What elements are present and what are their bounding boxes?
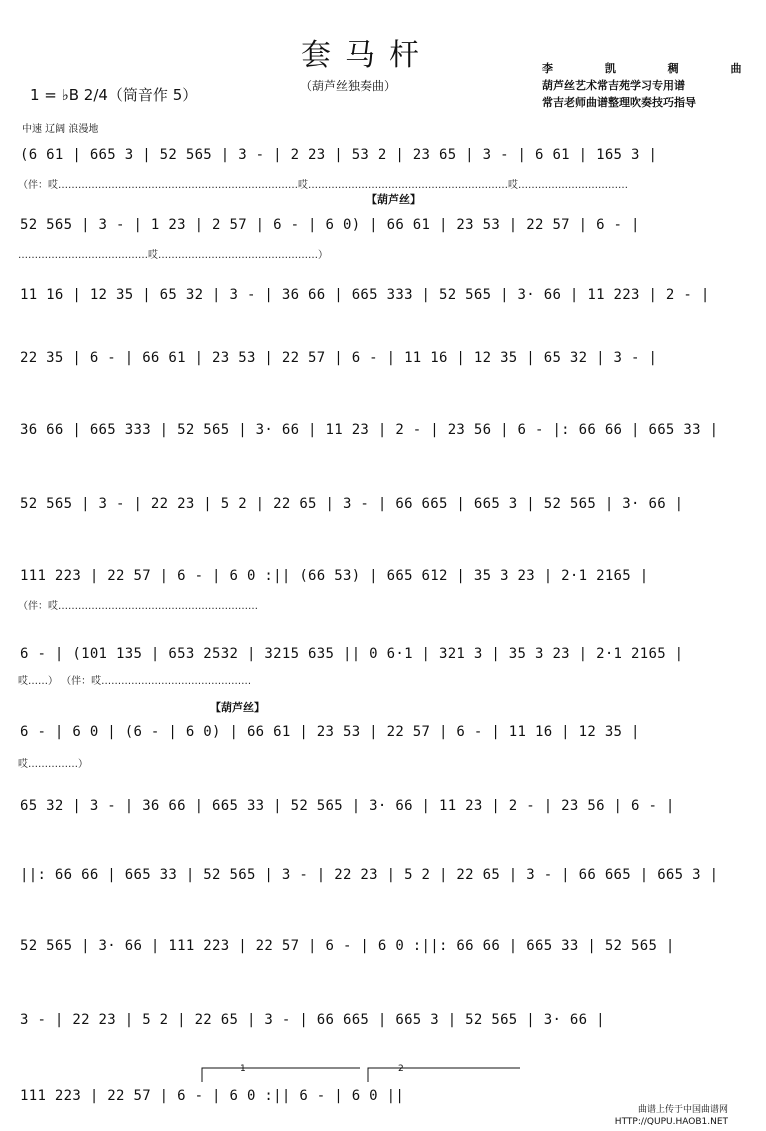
staff-line-11: ||: 66 66 | 665 33 | 52 565 | 3 - | 22 23 | 5 2 | 22 65 | 3 - | 66 665 | 665 3 | xyxy=(20,867,719,883)
composer-credit: 李 凯 稠 曲 xyxy=(542,62,766,75)
score-title: 套马杆 xyxy=(301,38,433,73)
arranger-credit-2: 常吉老师曲谱整理吹奏技巧指导 xyxy=(542,96,696,109)
site-watermark xyxy=(615,1104,728,1128)
staff-line-14: 111 223 | 22 57 | 6 - | 6 0 :|| 6 - | 6 0 || xyxy=(20,1088,405,1104)
key-signature: 1 = ♭B 2/4（筒音作 5） xyxy=(30,86,198,104)
tempo-marking: 中速 辽阔 浪漫地 xyxy=(22,124,99,135)
section-label-hulusi-1: 【葫芦丝】 xyxy=(366,193,421,206)
watermark-line-2: HTTP://QUPU.HAOB1.NET xyxy=(614,1117,728,1127)
staff-line-12: 52 565 | 3· 66 | 111 223 | 22 57 | 6 - | 6 0 :||: 66 66 | 665 33 | 52 565 | xyxy=(20,938,675,954)
lyric-line-1: （伴：哎………………………………………………………………哎……………………………………………………哎…………………………… xyxy=(18,180,628,191)
section-label-hulusi-2: 【葫芦丝】 xyxy=(210,701,265,714)
lyric-line-7: （伴：哎…………………………………………………… xyxy=(18,601,258,612)
volta-label-2: 2 xyxy=(398,1064,404,1074)
staff-line-3: 11 16 | 12 35 | 65 32 | 3 - | 36 66 | 665 333 | 52 565 | 3· 66 | 11 223 | 2 - | xyxy=(20,287,710,303)
staff-line-10: 65 32 | 3 - | 36 66 | 665 33 | 52 565 | 3· 66 | 11 23 | 2 - | 23 56 | 6 - | xyxy=(20,798,675,814)
watermark-line-1: 曲谱上传于中国曲谱网 xyxy=(637,1105,728,1115)
staff-line-4: 22 35 | 6 - | 66 61 | 23 53 | 22 57 | 6 - | 11 16 | 12 35 | 65 32 | 3 - | xyxy=(20,350,658,366)
volta-label-1: 1 xyxy=(240,1064,246,1074)
staff-line-6: 52 565 | 3 - | 22 23 | 5 2 | 22 65 | 3 - | 66 665 | 665 3 | 52 565 | 3· 66 | xyxy=(20,496,684,512)
staff-line-8: 6 - | (101 135 | 653 2532 | 3215 635 || 0 6·1 | 321 3 | 35 3 23 | 2·1 2165 | xyxy=(20,646,684,662)
arranger-credit-1: 葫芦丝艺术常吉苑学习专用谱 xyxy=(542,79,685,92)
lyric-line-8: 哎……） （伴：哎……………………………………… xyxy=(18,676,252,687)
score-subtitle: （葫芦丝独奏曲） xyxy=(300,79,397,93)
staff-line-1: (6 61 | 665 3 | 52 565 | 3 - | 2 23 | 53 2 | 23 65 | 3 - | 6 61 | 165 3 | xyxy=(20,147,658,163)
staff-line-2: 52 565 | 3 - | 1 23 | 2 57 | 6 - | 6 0) | 66 61 | 23 53 | 22 57 | 6 - | xyxy=(20,217,640,233)
lyric-line-2: …………………………………哎…………………………………………） xyxy=(18,250,328,261)
staff-line-5: 36 66 | 665 333 | 52 565 | 3· 66 | 11 23 | 2 - | 23 56 | 6 - |: 66 66 | 665 33 | xyxy=(20,422,719,438)
volta-brackets xyxy=(200,1064,530,1084)
staff-line-13: 3 - | 22 23 | 5 2 | 22 65 | 3 - | 66 665 | 665 3 | 52 565 | 3· 66 | xyxy=(20,1012,605,1028)
staff-line-9: 6 - | 6 0 | (6 - | 6 0) | 66 61 | 23 53 | 22 57 | 6 - | 11 16 | 12 35 | xyxy=(20,724,640,740)
lyric-line-9: 哎……………） xyxy=(18,759,88,770)
staff-line-7: 111 223 | 22 57 | 6 - | 6 0 :|| (66 53) | 665 612 | 35 3 23 | 2·1 2165 | xyxy=(20,568,649,584)
